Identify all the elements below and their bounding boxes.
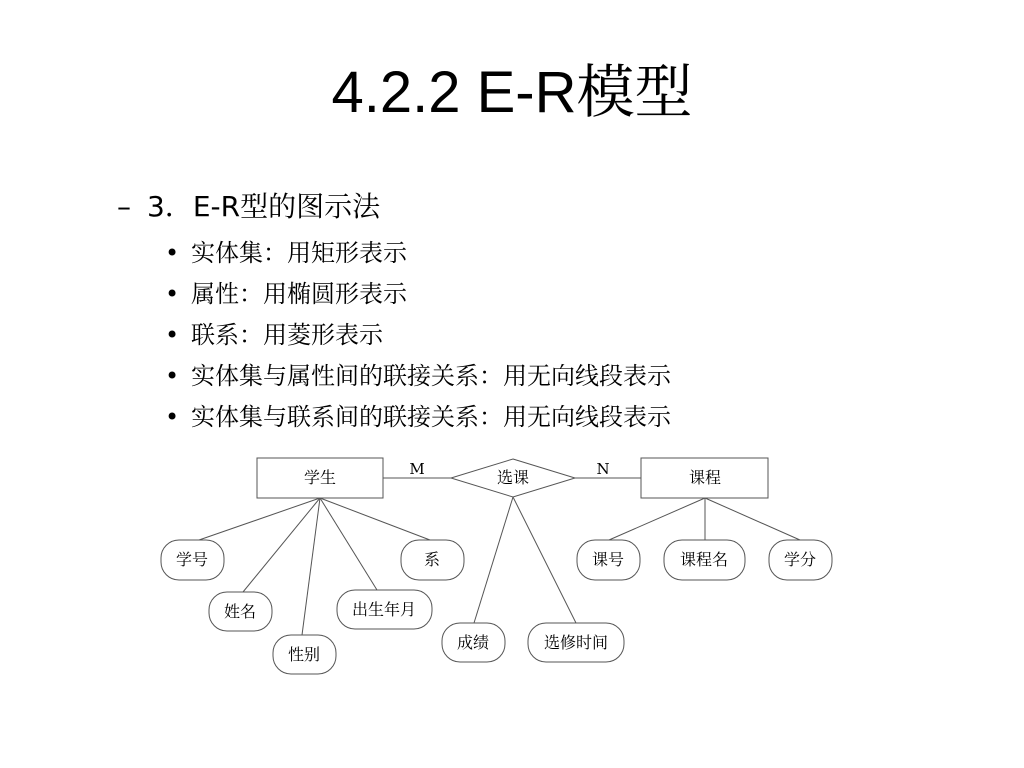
- attribute-student-gender-label: 性别: [287, 645, 321, 664]
- attribute-course-credit-label: 学分: [783, 550, 817, 569]
- bullet-dot-icon: •: [165, 239, 180, 267]
- attribute-student-id: [161, 540, 224, 580]
- relationship-select-course: [451, 459, 575, 497]
- entity-course: [641, 458, 768, 498]
- section-heading-text: 3．E-R型的图示法: [147, 190, 381, 223]
- edge-student-gender: [302, 498, 320, 635]
- attribute-student-id-label: 学号: [175, 550, 209, 569]
- attribute-student-birth: [337, 590, 432, 629]
- edge-course-credit: [705, 498, 800, 540]
- bullet-text: 属性：用椭圆形表示: [191, 280, 407, 308]
- attribute-course-name-label: 课程名: [679, 550, 729, 569]
- attribute-student-birth-label: 出生年月: [351, 600, 417, 619]
- attribute-course-id: [577, 540, 640, 580]
- attribute-student-gender: [273, 635, 336, 674]
- cardinality-n: N: [596, 460, 610, 478]
- bullet-dot-icon: •: [165, 280, 180, 308]
- edge-select-time: [513, 497, 576, 623]
- edge-course-id: [609, 498, 705, 540]
- entity-course-label: 课程: [688, 468, 722, 487]
- attribute-grade: [442, 623, 505, 662]
- attribute-course-name: [664, 540, 745, 580]
- edge-student-id: [199, 498, 320, 540]
- attribute-student-dept-label: 系: [423, 550, 441, 569]
- bullet-dot-icon: •: [165, 321, 180, 349]
- bullet-text: 实体集：用矩形表示: [191, 239, 407, 267]
- bullet-dot-icon: •: [165, 362, 180, 390]
- entity-student-label: 学生: [303, 468, 337, 487]
- attribute-select-time-label: 选修时间: [543, 633, 609, 652]
- edge-student-dept: [320, 498, 430, 540]
- edge-student-birth: [320, 498, 377, 590]
- attribute-student-dept: [401, 540, 464, 580]
- slide-title: 4.2.2 E-R模型: [331, 60, 693, 125]
- attribute-course-credit: [769, 540, 832, 580]
- relationship-label: 选课: [496, 468, 530, 487]
- attribute-student-name: [209, 592, 272, 631]
- attribute-grade-label: 成绩: [456, 633, 490, 652]
- bullet-text: 实体集与属性间的联接关系：用无向线段表示: [191, 362, 671, 390]
- bullet-text: 联系：用菱形表示: [191, 321, 383, 349]
- bullet-dot-icon: •: [165, 403, 180, 431]
- cardinality-m: M: [409, 460, 425, 478]
- attribute-course-id-label: 课号: [591, 550, 625, 569]
- edge-select-grade: [474, 497, 513, 623]
- edge-student-name: [243, 498, 320, 592]
- bullet-text: 实体集与联系间的联接关系：用无向线段表示: [191, 403, 671, 431]
- dash-marker: –: [117, 190, 131, 223]
- entity-student: [257, 458, 383, 498]
- attribute-select-time: [528, 623, 624, 662]
- attribute-student-name-label: 姓名: [223, 602, 257, 621]
